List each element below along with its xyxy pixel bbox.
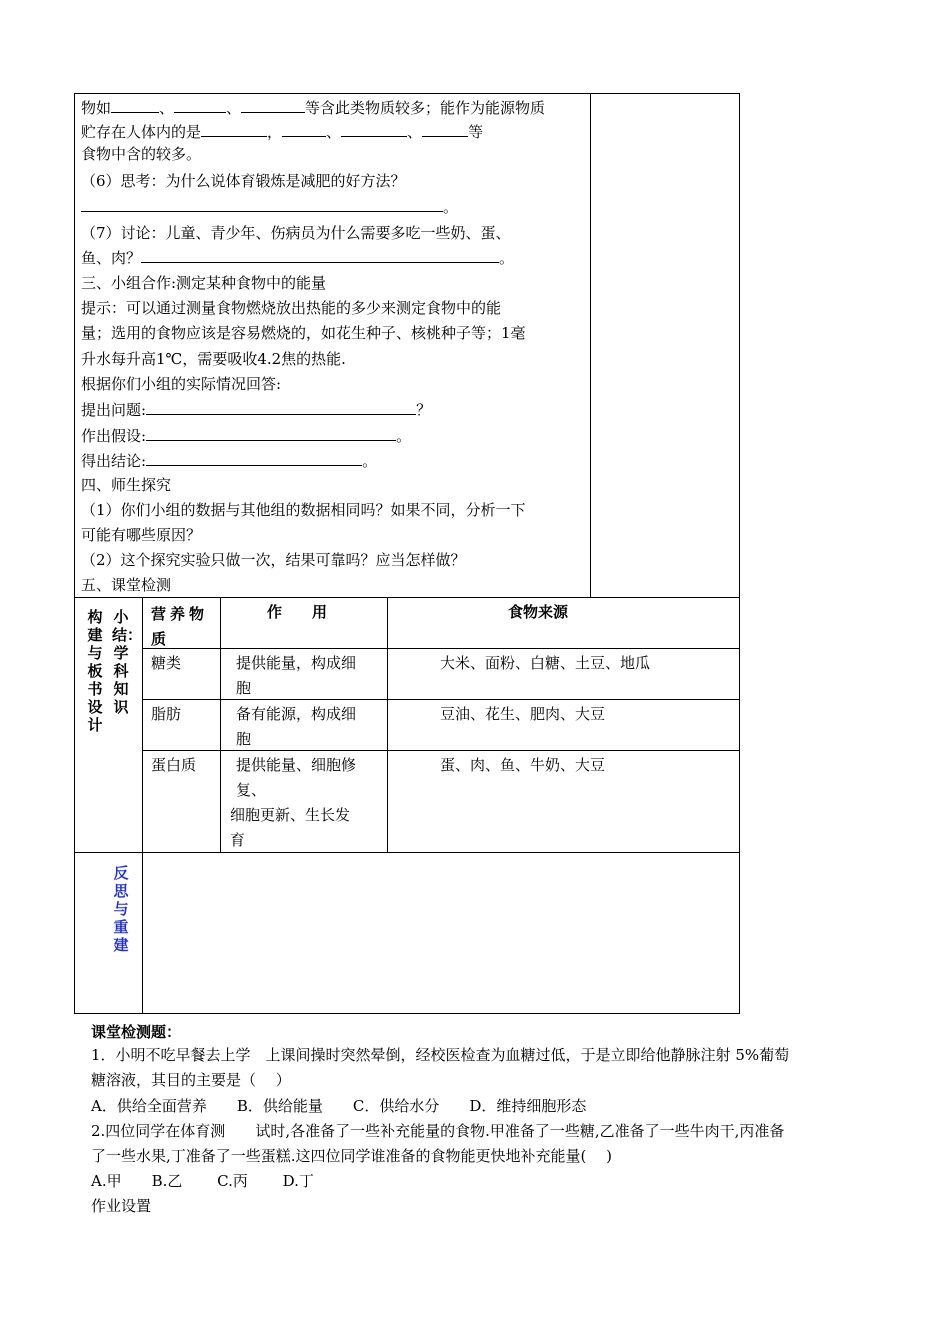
inquiry-1a: （1）你们小组的数据与其他组的数据相同吗？如果不同，分析一下 xyxy=(81,501,526,519)
blank[interactable] xyxy=(146,451,362,466)
blank[interactable] xyxy=(141,248,499,263)
header-role: 作 用 xyxy=(267,603,328,621)
fill-line-3: 食物中含的较多。 xyxy=(81,145,202,163)
source-protein: 蛋、肉、鱼、牛奶、大豆 xyxy=(440,756,606,774)
test-q2-options: A.甲 B.乙 C.丙 D.丁 xyxy=(91,1172,314,1190)
inquiry-2: （2）这个探究实验只做一次，结果可靠吗？应当怎样做？ xyxy=(81,551,466,569)
role-protein-1: 提供能量、细胞修 xyxy=(236,756,357,774)
inquiry-1b: 可能有哪些原因？ xyxy=(81,526,202,544)
blank[interactable] xyxy=(81,197,443,212)
reflect-label: 反思与重建 xyxy=(113,864,129,954)
nutrient-carbs: 糖类 xyxy=(151,654,182,672)
header-nutrient: 营养物质 xyxy=(151,605,209,648)
source-carbs: 大米、面粉、白糖、土豆、地瓜 xyxy=(440,654,651,672)
right-column-divider xyxy=(590,93,591,598)
blank[interactable] xyxy=(146,426,396,441)
role-protein-3: 细胞更新、生长发 xyxy=(230,806,351,824)
homework-heading: 作业设置 xyxy=(91,1197,152,1215)
section-4-heading: 四、师生探究 xyxy=(81,476,172,494)
tip-line-1: 提示：可以通过测量食物燃烧放出热能的多少来测定食物中的能 xyxy=(81,299,502,317)
test-q2-line1: 2.四位同学在体育测 试时,各准备了一些补充能量的食物.甲准备了一些糖,乙准备了一些牛肉干,丙准备 xyxy=(91,1122,785,1140)
nutrition-col-divider-1 xyxy=(220,597,221,853)
fill-line-1: 物如 、 、 等含此类物质较多；能作为能源物质 xyxy=(81,99,546,117)
blank[interactable] xyxy=(241,98,305,113)
answer-prompt: 根据你们小组的实际情况回答: xyxy=(81,375,282,393)
nutrient-fat: 脂肪 xyxy=(151,705,182,723)
test-q1-options: A．供给全面营养 B．供给能量 C．供给水分 D．维持细胞形态 xyxy=(91,1097,587,1115)
test-q1-line1: 1．小明不吃早餐去上学 上课间操时突然晕倒，经校医检查为血糖过低，于是立即给他静脉注射 5%葡萄 xyxy=(91,1046,790,1064)
blank[interactable] xyxy=(422,122,468,137)
blank[interactable] xyxy=(201,122,267,137)
test-q2-line2: 了一些水果,丁准备了一些蛋糕.这四位同学谁准备的食物能更快地补充能量( ) xyxy=(91,1147,613,1165)
hypothesis-line: 作出假设: 。 xyxy=(81,427,412,445)
section-3-heading: 三、小组合作:测定某种食物中的能量 xyxy=(81,274,327,292)
tip-line-3: 升水每升高1℃，需要吸收4.2焦的热能. xyxy=(81,350,346,368)
role-fat-1: 备有能源，构成细 xyxy=(236,705,357,723)
question-7a: （7）讨论：儿童、青少年、伤病员为什么需要多吃一些奶、蛋、 xyxy=(81,224,511,242)
summary-label: 小结：学科知识 xyxy=(112,608,143,716)
blank[interactable] xyxy=(341,122,407,137)
label-column-divider xyxy=(142,597,143,1014)
role-carbs-1: 提供能量，构成细 xyxy=(236,654,357,672)
nutrition-col-divider-2 xyxy=(387,597,388,853)
blank[interactable] xyxy=(111,98,159,113)
test-q1-line2: 糖溶液，其目的主要是（ ） xyxy=(91,1071,291,1089)
tip-line-2: 量；选用的食物应该是容易燃烧的，如花生种子、核桃种子等；1毫 xyxy=(81,324,526,342)
row-divider-1 xyxy=(74,597,740,598)
blank[interactable] xyxy=(146,400,416,415)
blank[interactable] xyxy=(174,98,226,113)
build-label: 构建与板书设计 xyxy=(87,608,103,734)
nutrient-protein: 蛋白质 xyxy=(151,756,197,774)
answer-line-6: 。 xyxy=(81,197,458,216)
test-title: 课堂检测题： xyxy=(91,1023,182,1041)
question-7b: 鱼、肉？ 。 xyxy=(81,249,515,267)
role-protein-4: 育 xyxy=(230,831,246,849)
conclusion-line: 得出结论: 。 xyxy=(81,452,378,470)
blank[interactable] xyxy=(282,122,326,137)
nutrition-row-divider-2 xyxy=(142,699,740,700)
source-fat: 豆油、花生、肥肉、大豆 xyxy=(440,705,606,723)
fill-line-2: 贮存在人体内的是 ， 、 、 等 xyxy=(81,123,484,141)
nutrition-row-divider-3 xyxy=(142,750,740,751)
question-6: （6）思考：为什么说体育锻炼是减肥的好方法？ xyxy=(81,172,406,190)
row-divider-2 xyxy=(74,852,740,853)
header-source: 食物来源 xyxy=(508,603,569,621)
section-5-heading: 五、课堂检测 xyxy=(81,576,172,594)
role-carbs-2: 胞 xyxy=(236,679,252,697)
ask-question-line: 提出问题: ？ xyxy=(81,401,432,419)
role-protein-2: 复、 xyxy=(236,781,267,799)
role-fat-2: 胞 xyxy=(236,730,252,748)
nutrition-row-divider-1 xyxy=(142,648,740,649)
